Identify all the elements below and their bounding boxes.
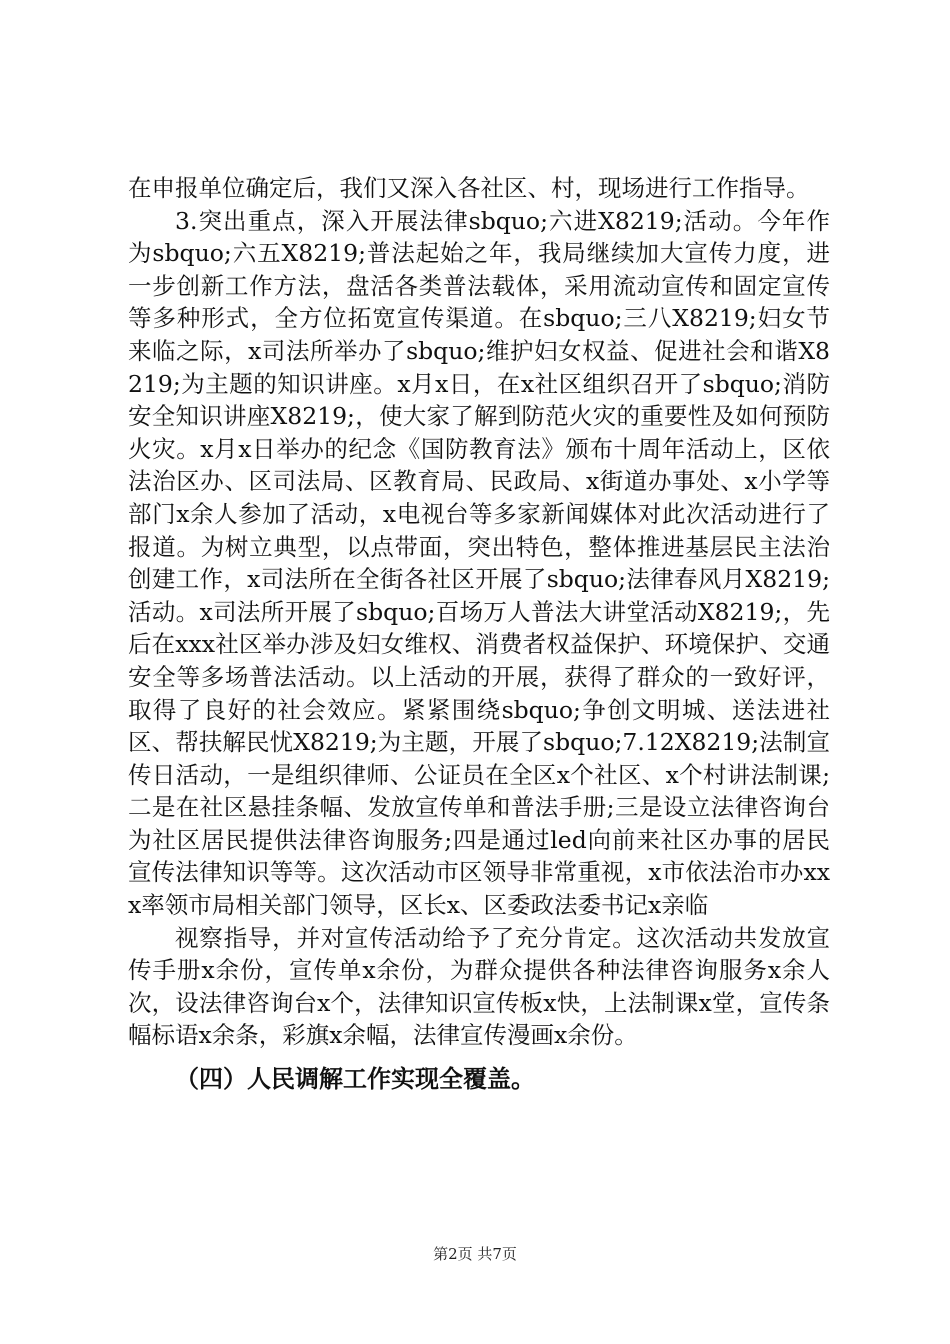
paragraph-continuation: 在申报单位确定后，我们又深入各社区、村，现场进行工作指导。: [128, 174, 810, 202]
section-heading: （四）人民调解工作实现全覆盖。: [175, 1065, 535, 1094]
page-footer: 第2页 共7页: [433, 1245, 517, 1263]
document-body: [128, 172, 830, 1096]
paragraph-inspection-summary: 视察指导，并对宣传活动给予了充分肯定。这次活动共发放宣传手册x余份，宣传单x余份，为群众提供各种法律咨询服务x余人次，设法律咨询台x个，法律知识宣传板x快，上法制课x堂，宣传条幅标语x余条，彩旗x余幅，法律宣传漫画x余份。: [128, 923, 830, 1050]
paragraph-legal-campaign: 3.突出重点，深入开展法律sbquo;六进X8219;活动。今年作为sbquo;六五X8219;普法起始之年，我局继续加大宣传力度，进一步创新工作方法，盘活各类普法载体，采用流动宣传和固定宣传等多种形式，全方位拓宽宣传渠道。在sbquo;三八X8219;妇女节来临之际，x司法所举办了sbquo;维护妇女权益、促进社会和谐X8219;为主题的知识讲座。x月x日，在x社区组织召开了sbquo;消防安全知识讲座X8219;，使大家了解到防范火灾的重要性及如何预防火灾。x月x日举办的纪念《国防教育法》颁布十周年活动上，区依法治区办、区司法局、区教育局、民政局、x街道办事处、x小学等部门x余人参加了活动，x电视台等多家新闻媒体对此次活动进行了报道。为树立典型，以点带面，突出特色，整体推进基层民主法治创建工作，x司法所在全街各社区开展了sbquo;法律春风月X8219;活动。x司法所开展了sbquo;百场万人普法大讲堂活动X8219;，先后在xxx社区举办涉及妇女维权、消费者权益保护、环境保护、交通安全等多场普法活动。以上活动的开展，获得了群众的一致好评，取得了良好的社会效应。紧紧围绕sbquo;争创文明城、送法进社区、帮扶解民忧X8219;为主题，开展了sbquo;7.12X8219;法制宣传日活动，一是组织律师、公证员在全区x个社区、x个村讲法制课;二是在社区悬挂条幅、发放宣传单和普法手册;三是设立法律咨询台为社区居民提供法律咨询服务;四是通过led向前来社区办事的居民宣传法律知识等等。这次活动市区领导非常重视，x市依法治市办xxx率领市局相关部门领导，区长x、区委政法委书记x亲临: [128, 206, 830, 920]
